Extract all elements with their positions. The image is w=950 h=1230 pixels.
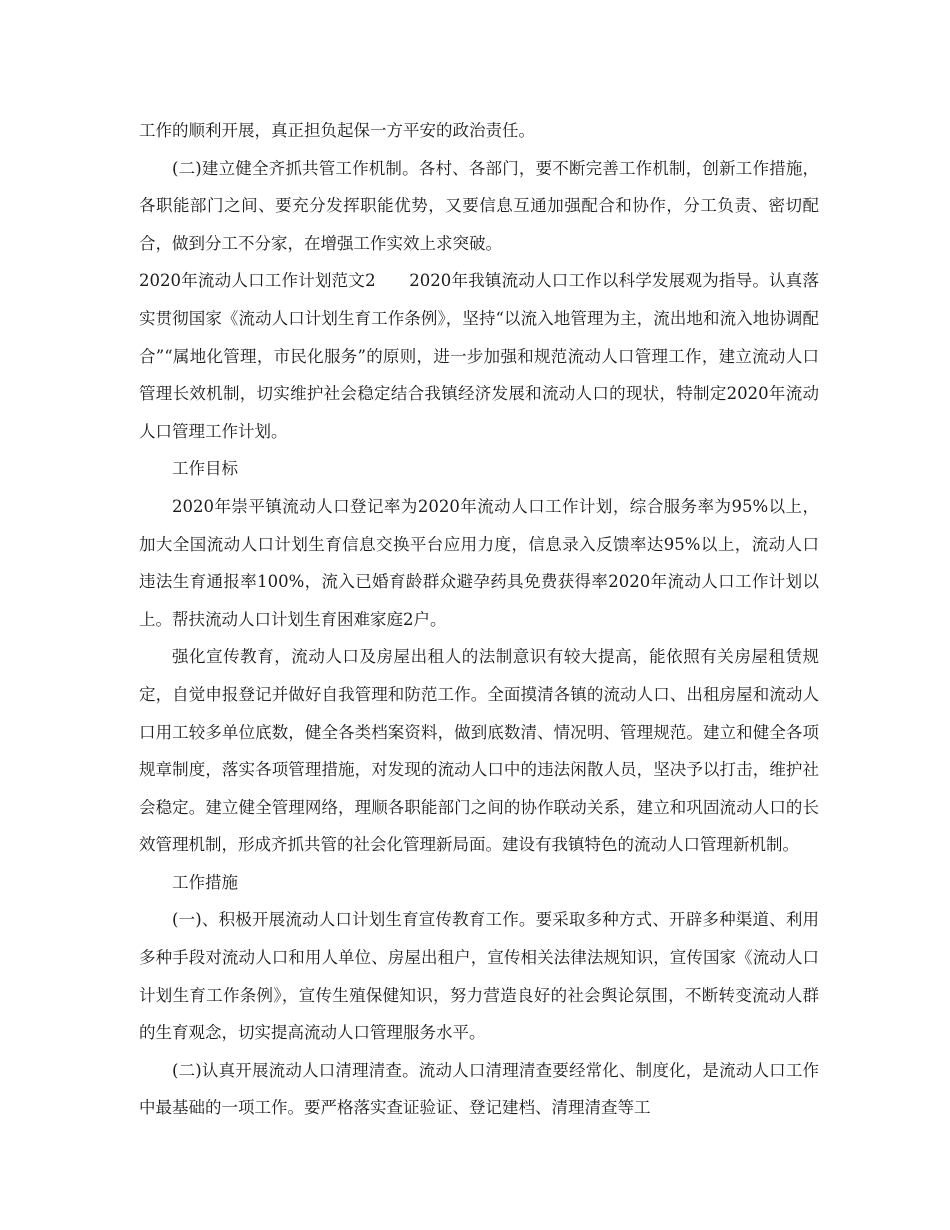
document-page xyxy=(139,112,819,1127)
paragraph-8: (一)、积极开展流动人口计划生育宣传教育工作。要采取多种方式、开辟多种渠道、利用多种手段对流动人口和用人单位、房屋出租户，宣传相关法律法规知识，宣传国家《流动人口计划生育工作条例》，宣传生殖保健知识，努力营造良好的社会舆论氛围，不断转变流动人群的生育观念，切实提高流动人口管理服务水平。 xyxy=(139,910,819,1043)
section-heading-goals: 工作目标 xyxy=(172,459,238,479)
paragraph-6: 强化宣传教育，流动人口及房屋出租人的法制意识有较大提高，能依照有关房屋租赁规定，自觉申报登记并做好自我管理和防范工作。全面摸清各镇的流动人口、出租房屋和流动人口用工较多单位底数，健全各类档案资料，做到底数清、情况明、管理规范。建立和健全各项规章制度，落实各项管理措施，对发现的流动人口中的违法闲散人员，坚决予以打击，维护社会稳定。建立健全管理网络，理顺各职能部门之间的协作联动关系，建立和巩固流动人口的长效管理机制，形成齐抓共管的社会化管理新局面。建设有我镇特色的流动人口管理新机制。 xyxy=(139,647,819,855)
paragraph-2: (二)建立健全齐抓共管工作机制。各村、各部门，要不断完善工作机制，创新工作措施，各职能部门之间、要充分发挥职能优势，又要信息互通加强配合和协作，分工负责、密切配合，做到分工不分家，在增强工作实效上求突破。 xyxy=(139,158,819,253)
paragraph-1: 工作的顺利开展，真正担负起保一方平安的政治责任。 xyxy=(139,121,535,140)
paragraph-3: 2020年流动人口工作计划范文2 2020年我镇流动人口工作以科学发展观为指导。认真落实贯彻国家《流动人口计划生育工作条例》，坚持“以流入地管理为主，流出地和流入地协调配合”“属地化管理，市民化服务”的原则，进一步加强和规范流动人口管理工作，建立流动人口管理长效机制，切实维护社会稳定结合我镇经济发展和流动人口的现状，特制定2020年流动人口管理工作计划。 xyxy=(139,271,819,441)
section-heading-measures: 工作措施 xyxy=(172,872,238,892)
paragraph-9: (二)认真开展流动人口清理清查。流动人口清理清查要经常化、制度化，是流动人口工作中最基础的一项工作。要严格落实查证验证、登记建档、清理清查等工 xyxy=(139,1060,819,1118)
paragraph-5: 2020年崇平镇流动人口登记率为2020年流动人口工作计划，综合服务率为95%以上，加大全国流动人口计划生育信息交换平台应用力度，信息录入反馈率达95%以上，流动人口违法生育通报率100%，流入已婚育龄群众避孕药具免费获得率2020年流动人口工作计划以上。帮扶流动人口计划生育困难家庭2户。 xyxy=(139,496,819,629)
